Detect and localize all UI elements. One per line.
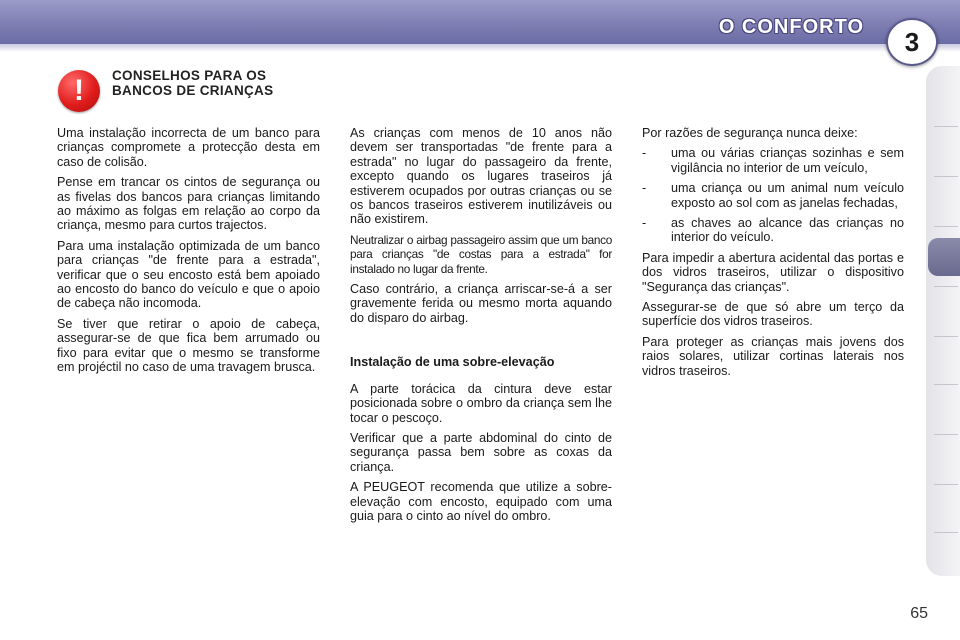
list-dash: -: [642, 146, 647, 161]
warning-exclamation-icon: !: [58, 70, 100, 112]
side-tab-divider: [934, 484, 958, 485]
paragraph: A parte torácica da cintura deve estar posicionada sobre o ombro da criança sem lhe tocar o pescoço.: [350, 381, 612, 425]
paragraph-airbag-note: Neutralizar o airbag passageiro assim que um banco para crianças "de costas para a estrada" for instalado no lugar da frente.: [350, 232, 612, 276]
list-item-text: uma ou várias crianças sozinhas e sem vigilância no interior de um veículo,: [671, 146, 904, 175]
side-tab-divider: [934, 532, 958, 533]
paragraph: Assegurar-se de que só abre um terço da superfície dos vidros traseiros.: [642, 300, 904, 329]
paragraph: Para proteger as crianças mais jovens dos raios solares, utilizar cortinas laterais nos vidros traseiros.: [642, 334, 904, 378]
paragraph: As crianças com menos de 10 anos não devem ser transportadas "de frente para a estrada" no lugar do passageiro da frente, excepto quando os lugares traseiros já estiverem ocupados por outras crianças ou se os bancos traseiros estiverem inutilizáveis ou não existirem.: [350, 126, 612, 227]
list-item-text: uma criança ou um animal num veículo exposto ao sol com as janelas fechadas,: [671, 181, 904, 210]
list-dash: -: [642, 181, 647, 196]
side-tab-divider: [934, 176, 958, 177]
paragraph: A PEUGEOT recomenda que utilize a sobre-elevação com encosto, equipado com uma guia para o cinto ao nível do ombro.: [350, 480, 612, 523]
side-tab-divider: [934, 286, 958, 287]
side-tab-divider: [934, 434, 958, 435]
side-tab-divider: [934, 384, 958, 385]
section-title-line-1: CONSELHOS PARA OS: [112, 68, 267, 83]
text-column-2: [350, 126, 612, 529]
side-tab-active-chapter[interactable]: [928, 238, 960, 276]
header-shade: [0, 44, 960, 52]
paragraph: Para uma instalação optimizada de um banco para crianças "de frente para a estrada", verificar que o seu encosto está bem apoiado ao encosto do banco do veículo e que o apoio de cabeça não incomoda.: [57, 238, 320, 311]
paragraph: Caso contrário, a criança arriscar-se-á a ser gravemente ferida ou mesmo morta aquando do disparo do airbag.: [350, 282, 612, 325]
chapter-title: O CONFORTO: [718, 16, 864, 38]
side-tab-divider: [934, 336, 958, 337]
text-column-1: [57, 126, 320, 381]
subheading-booster-seat: Instalação de uma sobre-elevação: [350, 355, 555, 370]
chapter-number-badge: 3: [886, 18, 938, 66]
side-tab-strip: [926, 66, 960, 576]
paragraph: Uma instalação incorrecta de um banco para crianças compromete a protecção desta em caso de colisão.: [57, 126, 320, 169]
paragraph: Se tiver que retirar o apoio de cabeça, assegurar-se de que fica bem arrumado ou fixo para evitar que o mesmo se transforme em projéctil no caso de uma travagem brusca.: [57, 316, 320, 375]
paragraph: Pense em trancar os cintos de segurança ou as fivelas dos bancos para crianças limitando ao máximo as folgas em relação ao corpo da criança, mesmo para curtos trajectos.: [57, 175, 320, 233]
paragraph-intro: Por razões de segurança nunca deixe:: [642, 126, 858, 140]
list-item: [642, 146, 904, 175]
list-item: [642, 181, 904, 210]
paragraph: Verificar que a parte abdominal do cinto de segurança passa bem sobre as coxas da criança.: [350, 430, 612, 474]
list-item-text: as chaves ao alcance das crianças no interior do veículo.: [671, 216, 904, 245]
side-tab-divider: [934, 126, 958, 127]
side-tab-divider: [934, 226, 958, 227]
page-number: 65: [910, 605, 928, 622]
section-title: [112, 68, 342, 98]
text-column-3: [642, 126, 904, 384]
paragraph: Para impedir a abertura acidental das portas e dos vidros traseiros, utilizar o dispositivo "Segurança das crianças".: [642, 250, 904, 294]
list-item: [642, 216, 904, 245]
section-title-line-2: BANCOS DE CRIANÇAS: [112, 83, 274, 98]
list-dash: -: [642, 216, 647, 231]
